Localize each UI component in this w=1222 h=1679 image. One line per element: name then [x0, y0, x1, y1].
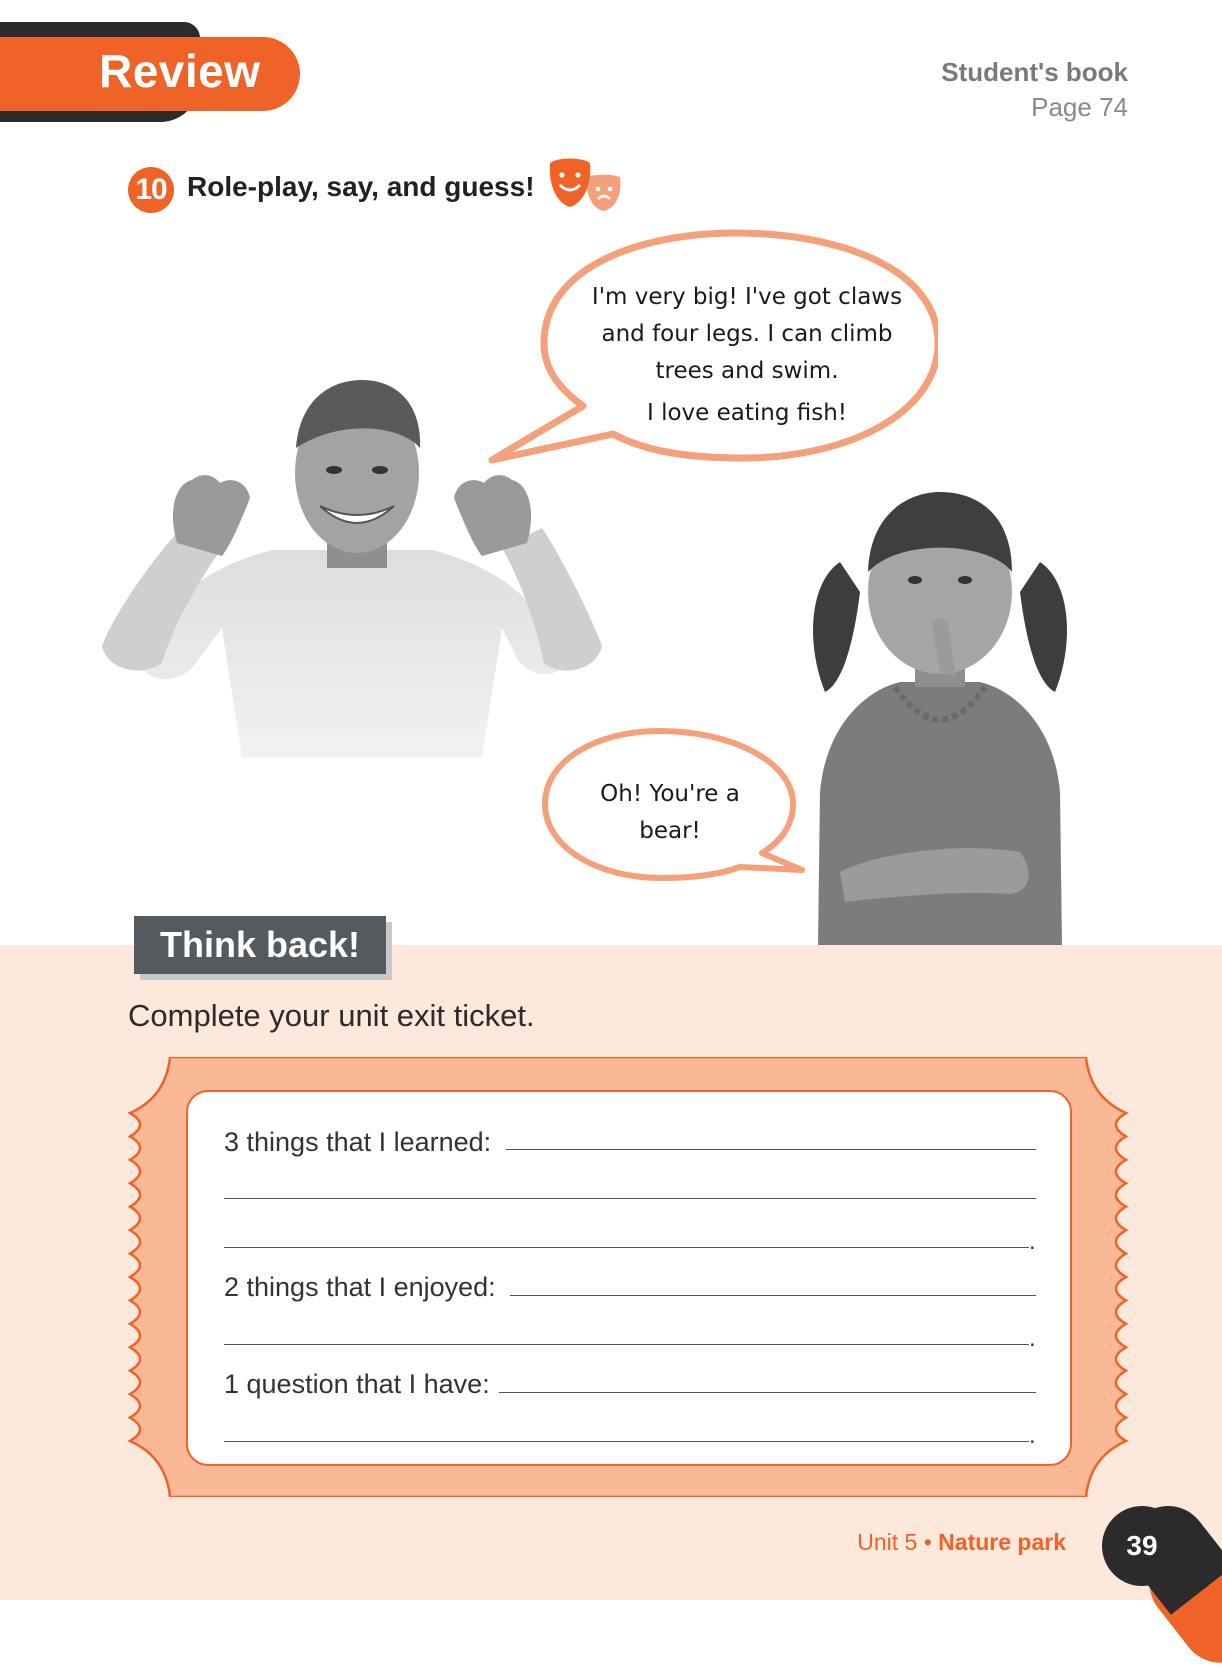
bubble-line: trees and swim.: [655, 358, 839, 384]
enjoyed-line-2[interactable]: [224, 1344, 1029, 1345]
footer-unit-name: Nature park: [938, 1529, 1066, 1555]
enjoyed-line-1[interactable]: [510, 1295, 1036, 1296]
footer-separator: •: [917, 1529, 939, 1555]
bubble-line: I'm very big! I've got claws: [591, 284, 903, 310]
line-end-dot: .: [1029, 1422, 1036, 1449]
bubble-line: and four legs. I can climb: [601, 321, 893, 347]
theatre-masks-icon: [548, 155, 628, 217]
learned-label: 3 things that I learned:: [224, 1127, 492, 1157]
line-end-dot: .: [1029, 1325, 1036, 1352]
question-line-2[interactable]: [224, 1441, 1029, 1442]
book-page-ref: Page 74: [1031, 92, 1128, 122]
learned-line-3[interactable]: [224, 1247, 1029, 1248]
learned-line-2[interactable]: [224, 1198, 1036, 1199]
enjoyed-label: 2 things that I enjoyed:: [224, 1272, 496, 1302]
think-back-instruction: Complete your unit exit ticket.: [128, 998, 535, 1033]
speech-bubble-girl-text: [580, 776, 760, 850]
bubble-line: Oh! You're a: [600, 781, 740, 807]
think-back-label: Think back!: [134, 916, 386, 974]
learned-line-1[interactable]: [506, 1149, 1036, 1150]
bubble-line: I love eating fish!: [646, 400, 848, 426]
footer-unit-info: [857, 1529, 1066, 1556]
girl-photo: [800, 492, 1080, 946]
book-label: Student's book: [941, 57, 1128, 87]
speech-bubble-boy-text: [572, 279, 922, 432]
line-end-dot: .: [1029, 1228, 1036, 1255]
exercise-title: Role-play, say, and guess!: [187, 171, 535, 202]
exercise-number: 10: [128, 167, 174, 213]
page-number: 39: [1102, 1506, 1182, 1586]
section-title: Review: [99, 45, 261, 97]
footer-unit: Unit 5: [857, 1529, 918, 1555]
bubble-line: bear!: [639, 818, 701, 844]
question-label: 1 question that I have:: [224, 1369, 490, 1399]
question-line-1[interactable]: [499, 1392, 1036, 1393]
